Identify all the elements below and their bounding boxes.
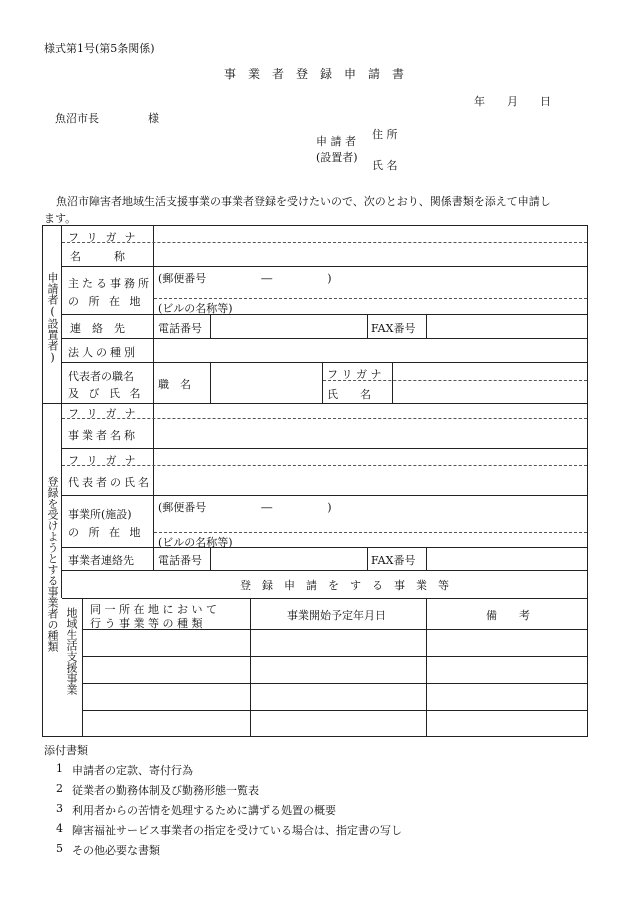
rep-title-label: 代表者の職名 <box>68 370 134 383</box>
rep-furigana2-label: フリガナ <box>68 454 144 467</box>
attachment-text: 障害福祉サービス事業者の指定を受けている場合は、指定書の写し <box>72 824 402 837</box>
applicant-sub-label: (設置者) <box>316 151 358 164</box>
job-title-label: 職 名 <box>158 378 191 391</box>
apply-header: 登 録 申 請 を す る 事 業 等 <box>240 579 449 592</box>
applicant-label: 申 請 者 <box>316 135 356 148</box>
name-label: 名 称 <box>70 250 125 263</box>
attachment-no: 4 <box>56 822 63 835</box>
rep-fullname-label: 氏 名 <box>327 388 371 401</box>
biz-contact-label: 事業者連絡先 <box>68 554 134 567</box>
contact-label: 連 絡 先 <box>70 322 125 335</box>
rep-furigana-label: フ リ ガ ナ <box>327 368 382 381</box>
section-business-label: 登録を受けようとする事業者の種類 <box>46 476 59 652</box>
attachment-no: 2 <box>56 782 63 795</box>
intro-line-2: ます。 <box>44 212 77 225</box>
applicant-address-label: 住 所 <box>372 128 398 141</box>
attachment-no: 5 <box>56 842 63 855</box>
tel-label: 電話番号 <box>158 322 202 335</box>
corp-type-label: 法人の種別 <box>68 346 138 359</box>
rep-name-label: 及 び 氏 名 <box>68 387 144 400</box>
col-same-location-2: 行 う 事 業 等 の 種 類 <box>90 617 203 630</box>
building-name-field: (ビルの名称等) <box>158 302 233 315</box>
facility-location-label: の 所 在 地 <box>68 526 144 539</box>
postal-code-field: (郵便番号 ― ) <box>158 272 332 285</box>
honorific: 様 <box>148 112 159 125</box>
biz-fax-label: FAX番号 <box>371 554 416 567</box>
biz-furigana-label: フリガナ <box>68 407 144 420</box>
applicant-name-label: 氏 名 <box>372 159 398 172</box>
attachment-text: 申請者の定款、寄付行為 <box>72 764 193 777</box>
fax-label: FAX番号 <box>371 322 416 335</box>
main-office-label: 主たる事務所 <box>68 277 152 290</box>
facility-postal-field: (郵便番号 ― ) <box>158 501 332 514</box>
col-start-date: 事業開始予定年月日 <box>287 609 386 622</box>
document-title: 事 業 者 登 録 申 請 書 <box>224 67 405 81</box>
facility-building-field: (ビルの名称等) <box>158 536 233 549</box>
intro-line-1: 魚沼市障害者地域生活支援事業の事業者登録を受けたいので、次のとおり、関係書類を添えて申請し <box>56 195 551 208</box>
section-applicant-label: 申請者(設置者) <box>46 272 59 364</box>
col-same-location-1: 同 一 所 在 地 に お い て <box>90 603 217 616</box>
col-remarks: 備 考 <box>486 609 530 622</box>
main-office-location-label: の 所 在 地 <box>68 295 144 308</box>
attachment-text: 利用者からの苦情を処理するために講ずる処置の概要 <box>72 804 336 817</box>
biz-tel-label: 電話番号 <box>158 554 202 567</box>
form-number: 様式第1号(第5条関係) <box>44 42 155 55</box>
service-type-label: 地域生活支援事業 <box>65 607 78 695</box>
rep-person-label: 代表者の氏名 <box>68 476 152 489</box>
attachment-text: その他必要な書類 <box>72 844 160 857</box>
date-field: 年 月 日 <box>474 95 551 108</box>
furigana-label: フリガナ <box>68 231 144 244</box>
addressee: 魚沼市長 <box>55 112 99 125</box>
attachment-text: 従業者の勤務体制及び勤務形態一覧表 <box>72 784 259 797</box>
biz-name-label: 事業者名称 <box>68 429 138 442</box>
facility-label: 事業所(施設) <box>68 508 132 521</box>
attachments-title: 添付書類 <box>44 744 88 757</box>
attachment-no: 1 <box>56 762 63 775</box>
attachment-no: 3 <box>56 802 63 815</box>
